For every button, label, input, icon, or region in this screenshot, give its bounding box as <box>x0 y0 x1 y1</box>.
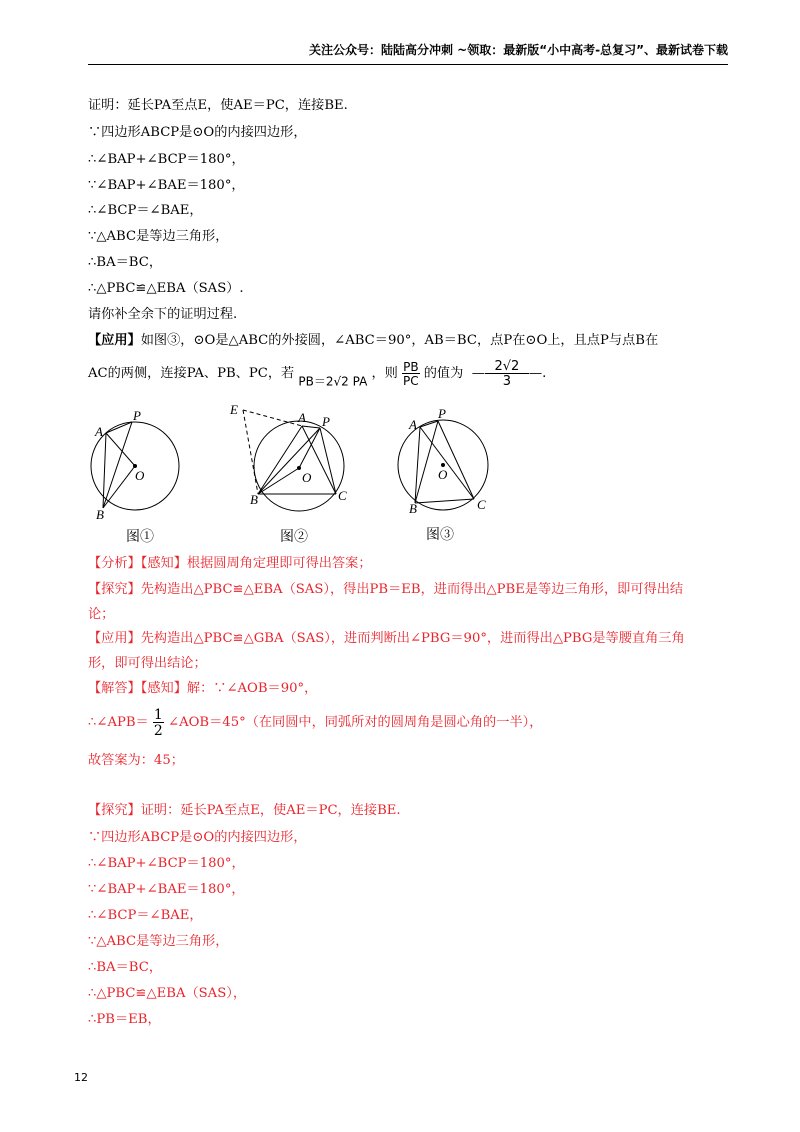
proof-line-8: ∴△PBC≌△EBA（SAS）. <box>88 281 244 296</box>
analysis-line-5: 形，即可得出结论； <box>88 656 207 671</box>
half-fraction: $\frac{1}{2}$ <box>153 707 163 739</box>
analysis-line-2: 【探究】先构造出△PBC≌△EBA（SAS），得出PB＝EB，进而得出△PBE是等边三角形，即可得出结 <box>88 582 684 597</box>
label-P: P <box>133 408 141 423</box>
red-proof-line-7: ∴BA＝BC， <box>88 960 163 975</box>
ratio-fraction: $\frac{PB}{PC}$ <box>403 360 419 388</box>
application-tag: 【应用】 <box>88 333 141 348</box>
red-proof-line-3: ∴∠BAP+∠BCP＝180°， <box>88 856 245 871</box>
analysis-line-4: 【应用】先构造出△PBC≌△GBA（SAS），进而判断出∠PBG＝90°，进而得出△PBG是等腰直角三角 <box>88 631 685 646</box>
proof-line-6: ∵△ABC是等边三角形， <box>88 229 229 244</box>
page-header: 关注公众号：陆陆高分冲刺 ~领取：最新版“小中高考-总复习”、最新试卷下载 <box>88 38 728 65</box>
red-proof-line-1: 【探究】证明：延长PA至点E，使AE＝PC，连接BE. <box>88 803 401 818</box>
analysis-line-3: 论； <box>88 607 115 622</box>
label-C: C <box>338 488 347 503</box>
label-P: P <box>322 414 330 429</box>
red-proof-line-2: ∵四边形ABCP是⊙O的内接四边形， <box>88 830 307 845</box>
figure-3 <box>395 405 505 520</box>
red-proof-line-9: ∴PB＝EB， <box>88 1012 161 1027</box>
page-number: 12 <box>74 1071 88 1084</box>
label-O: O <box>135 468 145 483</box>
caption-figure-1: 图① <box>126 529 154 545</box>
answer-line-3: 故答案为：45； <box>88 753 184 768</box>
proof-line-4: ∵∠BAP+∠BAE＝180°， <box>88 178 245 193</box>
answer-fraction: $\frac{2√2}{3}$ <box>485 360 529 388</box>
label-A: A <box>95 424 103 439</box>
label-A: A <box>409 417 417 432</box>
analysis-line-1: 【分析】【感知】根据圆周角定理即可得出答案； <box>88 556 372 571</box>
condition-expr: PB＝2√2 PA <box>298 374 368 389</box>
figure-2 <box>222 398 362 518</box>
label-P: P <box>438 406 446 421</box>
proof-line-3: ∴∠BAP+∠BCP＝180°， <box>88 152 245 167</box>
label-B: B <box>96 507 104 522</box>
proof-line-2: ∵四边形ABCP是⊙O的内接四边形， <box>88 125 307 140</box>
answer-line-1: 【解答】【感知】解：∵∠AOB＝90°， <box>88 681 318 696</box>
red-proof-line-4: ∵∠BAP+∠BAE＝180°， <box>88 882 245 897</box>
red-proof-line-5: ∴∠BCP＝∠BAE， <box>88 908 203 923</box>
label-O: O <box>438 467 448 482</box>
label-O: O <box>302 470 312 485</box>
proof-line-9: 请你补全余下的证明过程. <box>88 307 238 322</box>
label-C: C <box>477 497 486 512</box>
label-E: E <box>230 402 238 417</box>
caption-figure-2: 图② <box>280 529 308 545</box>
application-line-2: AC的两侧，连接PA、PB、PC，若 PB＝2√2 PA ，则 $\frac{PB}{PC}$ 的值为 — $\frac{2√2}{3}$ —. <box>88 359 547 389</box>
label-A: A <box>298 410 306 425</box>
red-proof-line-8: ∴△PBC≌△EBA（SAS）， <box>88 986 247 1001</box>
application-line-1: 【应用】如图③，⊙O是△ABC的外接圆，∠ABC＝90°，AB＝BC，点P在⊙O上，且点P与点B在 <box>88 333 659 348</box>
proof-line-7: ∴BA＝BC， <box>88 255 163 270</box>
label-B: B <box>409 501 417 516</box>
proof-line-5: ∴∠BCP＝∠BAE， <box>88 203 203 218</box>
figure-1 <box>85 408 195 523</box>
caption-figure-3: 图③ <box>426 527 454 543</box>
label-B: B <box>250 492 258 507</box>
red-proof-line-6: ∵△ABC是等边三角形， <box>88 934 229 949</box>
proof-line-1: 证明：延长PA至点E，使AE＝PC，连接BE. <box>88 98 348 113</box>
answer-line-2: ∴∠APB＝ $\frac{1}{2}$ ∠AOB＝45°（在同圆中，同弧所对的圆周角是圆心角的一半）， <box>88 707 543 739</box>
